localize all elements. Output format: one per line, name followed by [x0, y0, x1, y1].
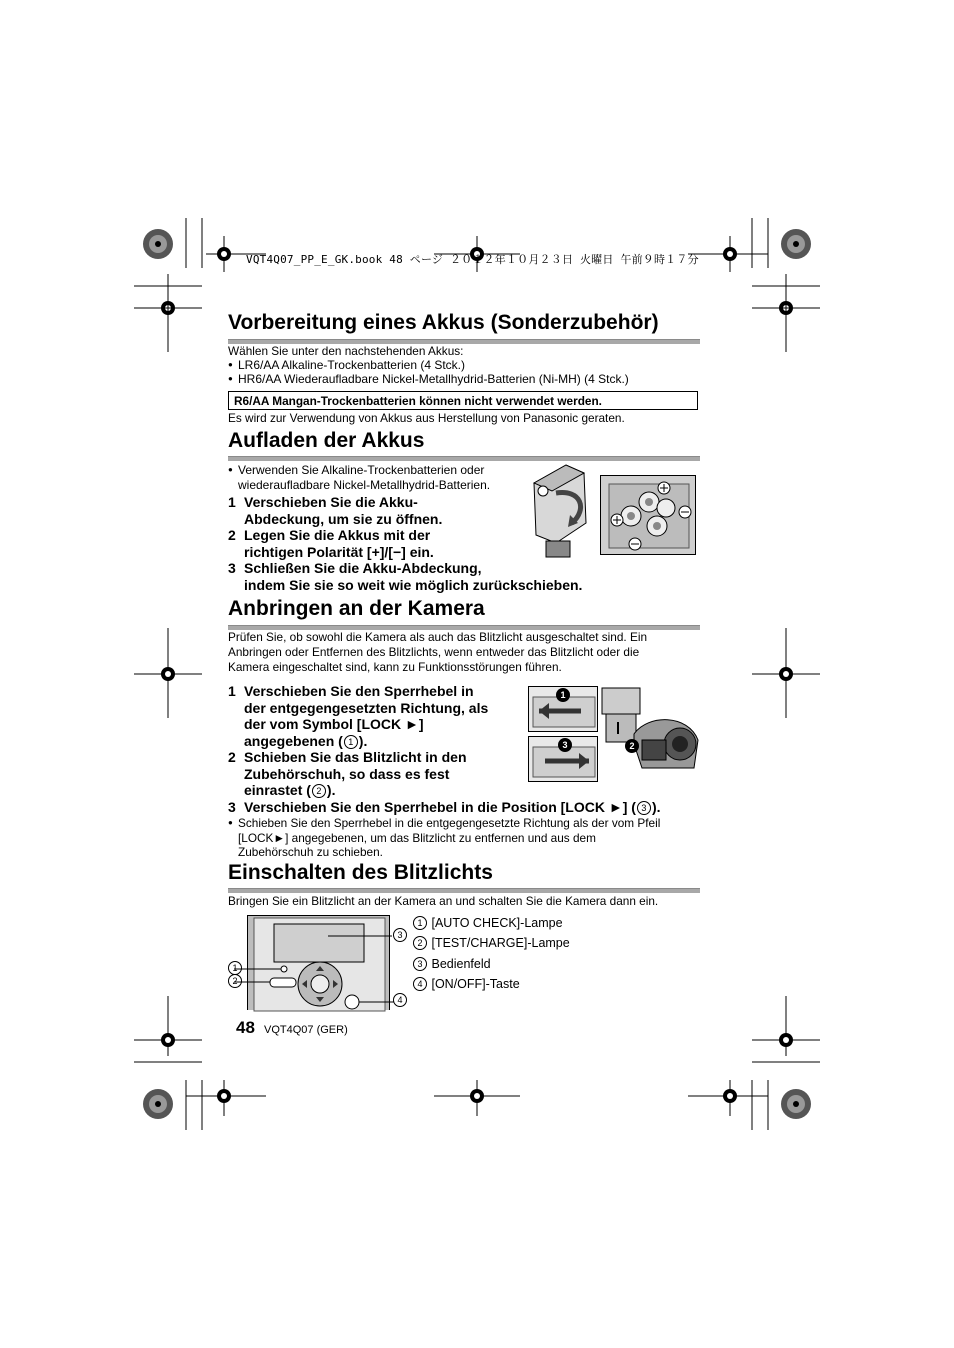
prep-intro: Wählen Sie unter den nachstehenden Akkus:	[228, 344, 464, 358]
charge-step-1: 1 Verschieben Sie die Akku- Abdeckung, um sie zu öffnen.	[228, 494, 443, 527]
figure-mark: 2	[629, 741, 635, 751]
charge-step-2: 2 Legen Sie die Akkus mit der richtigen Polarität [+]/[−] ein.	[228, 527, 434, 560]
attach-step-2: 2 Schieben Sie das Blitzlicht in den Zubehörschuh, so dass es fest einrastet ( 2 ).	[228, 749, 467, 798]
power-intro: Bringen Sie ein Blitzlicht an der Kamera an und schalten Sie die Kamera dann ein.	[228, 894, 659, 908]
flash-control-panel-illustration	[247, 915, 390, 1010]
prep-bullet: ● LR6/AA Alkaline-Trockenbatterien (4 Stck.)	[238, 358, 465, 373]
attach-para-line: Kamera eingeschaltet sind, kann zu Funktionsstörungen führen.	[228, 660, 562, 674]
section-title-charge: Aufladen der Akkus	[228, 429, 425, 452]
prep-bullet: ● HR6/AA Wiederaufladbare Nickel-Metallhydrid-Batterien (Ni-MH) (4 Stck.)	[238, 372, 629, 387]
figure-mark: 3	[562, 740, 568, 750]
charge-step-3: 3 Schließen Sie die Akku-Abdeckung, indem Sie sie so weit wie möglich zurückschieben.	[228, 560, 583, 593]
circled-number: 1	[344, 735, 358, 749]
print-header: VQT4Q07_PP_E_GK.book 48 ページ ２０１２年１０月２３日 火曜日 午前９時１７分	[246, 253, 699, 266]
flash-battery-cover-illustration	[526, 463, 596, 563]
circled-number: 4	[393, 993, 407, 1007]
attach-para-line: Prüfen Sie, ob sowohl die Kamera als auch das Blitzlicht ausgeschaltet sind. Ein	[228, 630, 648, 644]
section-title-prep: Vorbereitung eines Akkus (Sonderzubehör)	[228, 311, 659, 334]
circled-number: 3	[393, 928, 407, 942]
charge-bullet-line2: wiederaufladbare Nickel-Metallhydrid-Batterien.	[238, 477, 491, 492]
battery-compartment-illustration	[600, 475, 696, 555]
attach-step-3: 3 Verschieben Sie den Sperrhebel in die Position [LOCK ►] ( 3 ).	[228, 799, 661, 815]
lock-lever-release-illustration	[528, 686, 598, 732]
charge-bullet	[238, 463, 490, 492]
circled-number: 3	[637, 801, 651, 815]
circled-number: 2	[228, 974, 242, 988]
legend-item: 3 Bedienfeld	[412, 957, 491, 971]
page-number: 48	[236, 1018, 255, 1037]
attach-para-line: Anbringen oder Entfernen des Blitzlichts, wenn entweder das Blitzlicht oder die	[228, 645, 640, 659]
legend-item: 1 [AUTO CHECK]-Lampe	[412, 916, 563, 930]
section-title-power: Einschalten des Blitzlichts	[228, 861, 493, 884]
warning-box: R6/AA Mangan-Trockenbatterien können nicht verwendet werden.	[228, 391, 698, 410]
legend-item: 2 [TEST/CHARGE]-Lampe	[412, 936, 570, 950]
lock-lever-lock-illustration	[528, 736, 598, 782]
figure-mark: 1	[560, 690, 566, 700]
section-rule	[228, 456, 700, 461]
document-code: VQT4Q07 (GER)	[264, 1024, 348, 1036]
circled-number: 1	[228, 961, 242, 975]
charge-bullet-line1: Verwenden Sie Alkaline-Trockenbatterien oder	[238, 463, 485, 477]
legend-item: 4 [ON/OFF]-Taste	[412, 977, 520, 991]
circled-number: 2	[312, 784, 326, 798]
section-title-attach: Anbringen an der Kamera	[228, 597, 485, 620]
section-rule	[228, 888, 700, 893]
attach-step-1: 1 Verschieben Sie den Sperrhebel in der entgegengesetzten Richtung, als der vom Symbol [LOCK ►] angegebenen ( 1 ).	[228, 683, 489, 749]
flash-on-camera-illustration	[598, 684, 702, 774]
attach-bullet: ● Schieben Sie den Sperrhebel in die entgegengesetzte Richtung als der vom Pfeil [LOCK►] angegebenen, um das Blitzlicht zu entfernen und aus dem Zubehörschuh zu schieben.	[238, 816, 660, 860]
prep-note: Es wird zur Verwendung von Akkus aus Herstellung von Panasonic geraten.	[228, 411, 625, 425]
